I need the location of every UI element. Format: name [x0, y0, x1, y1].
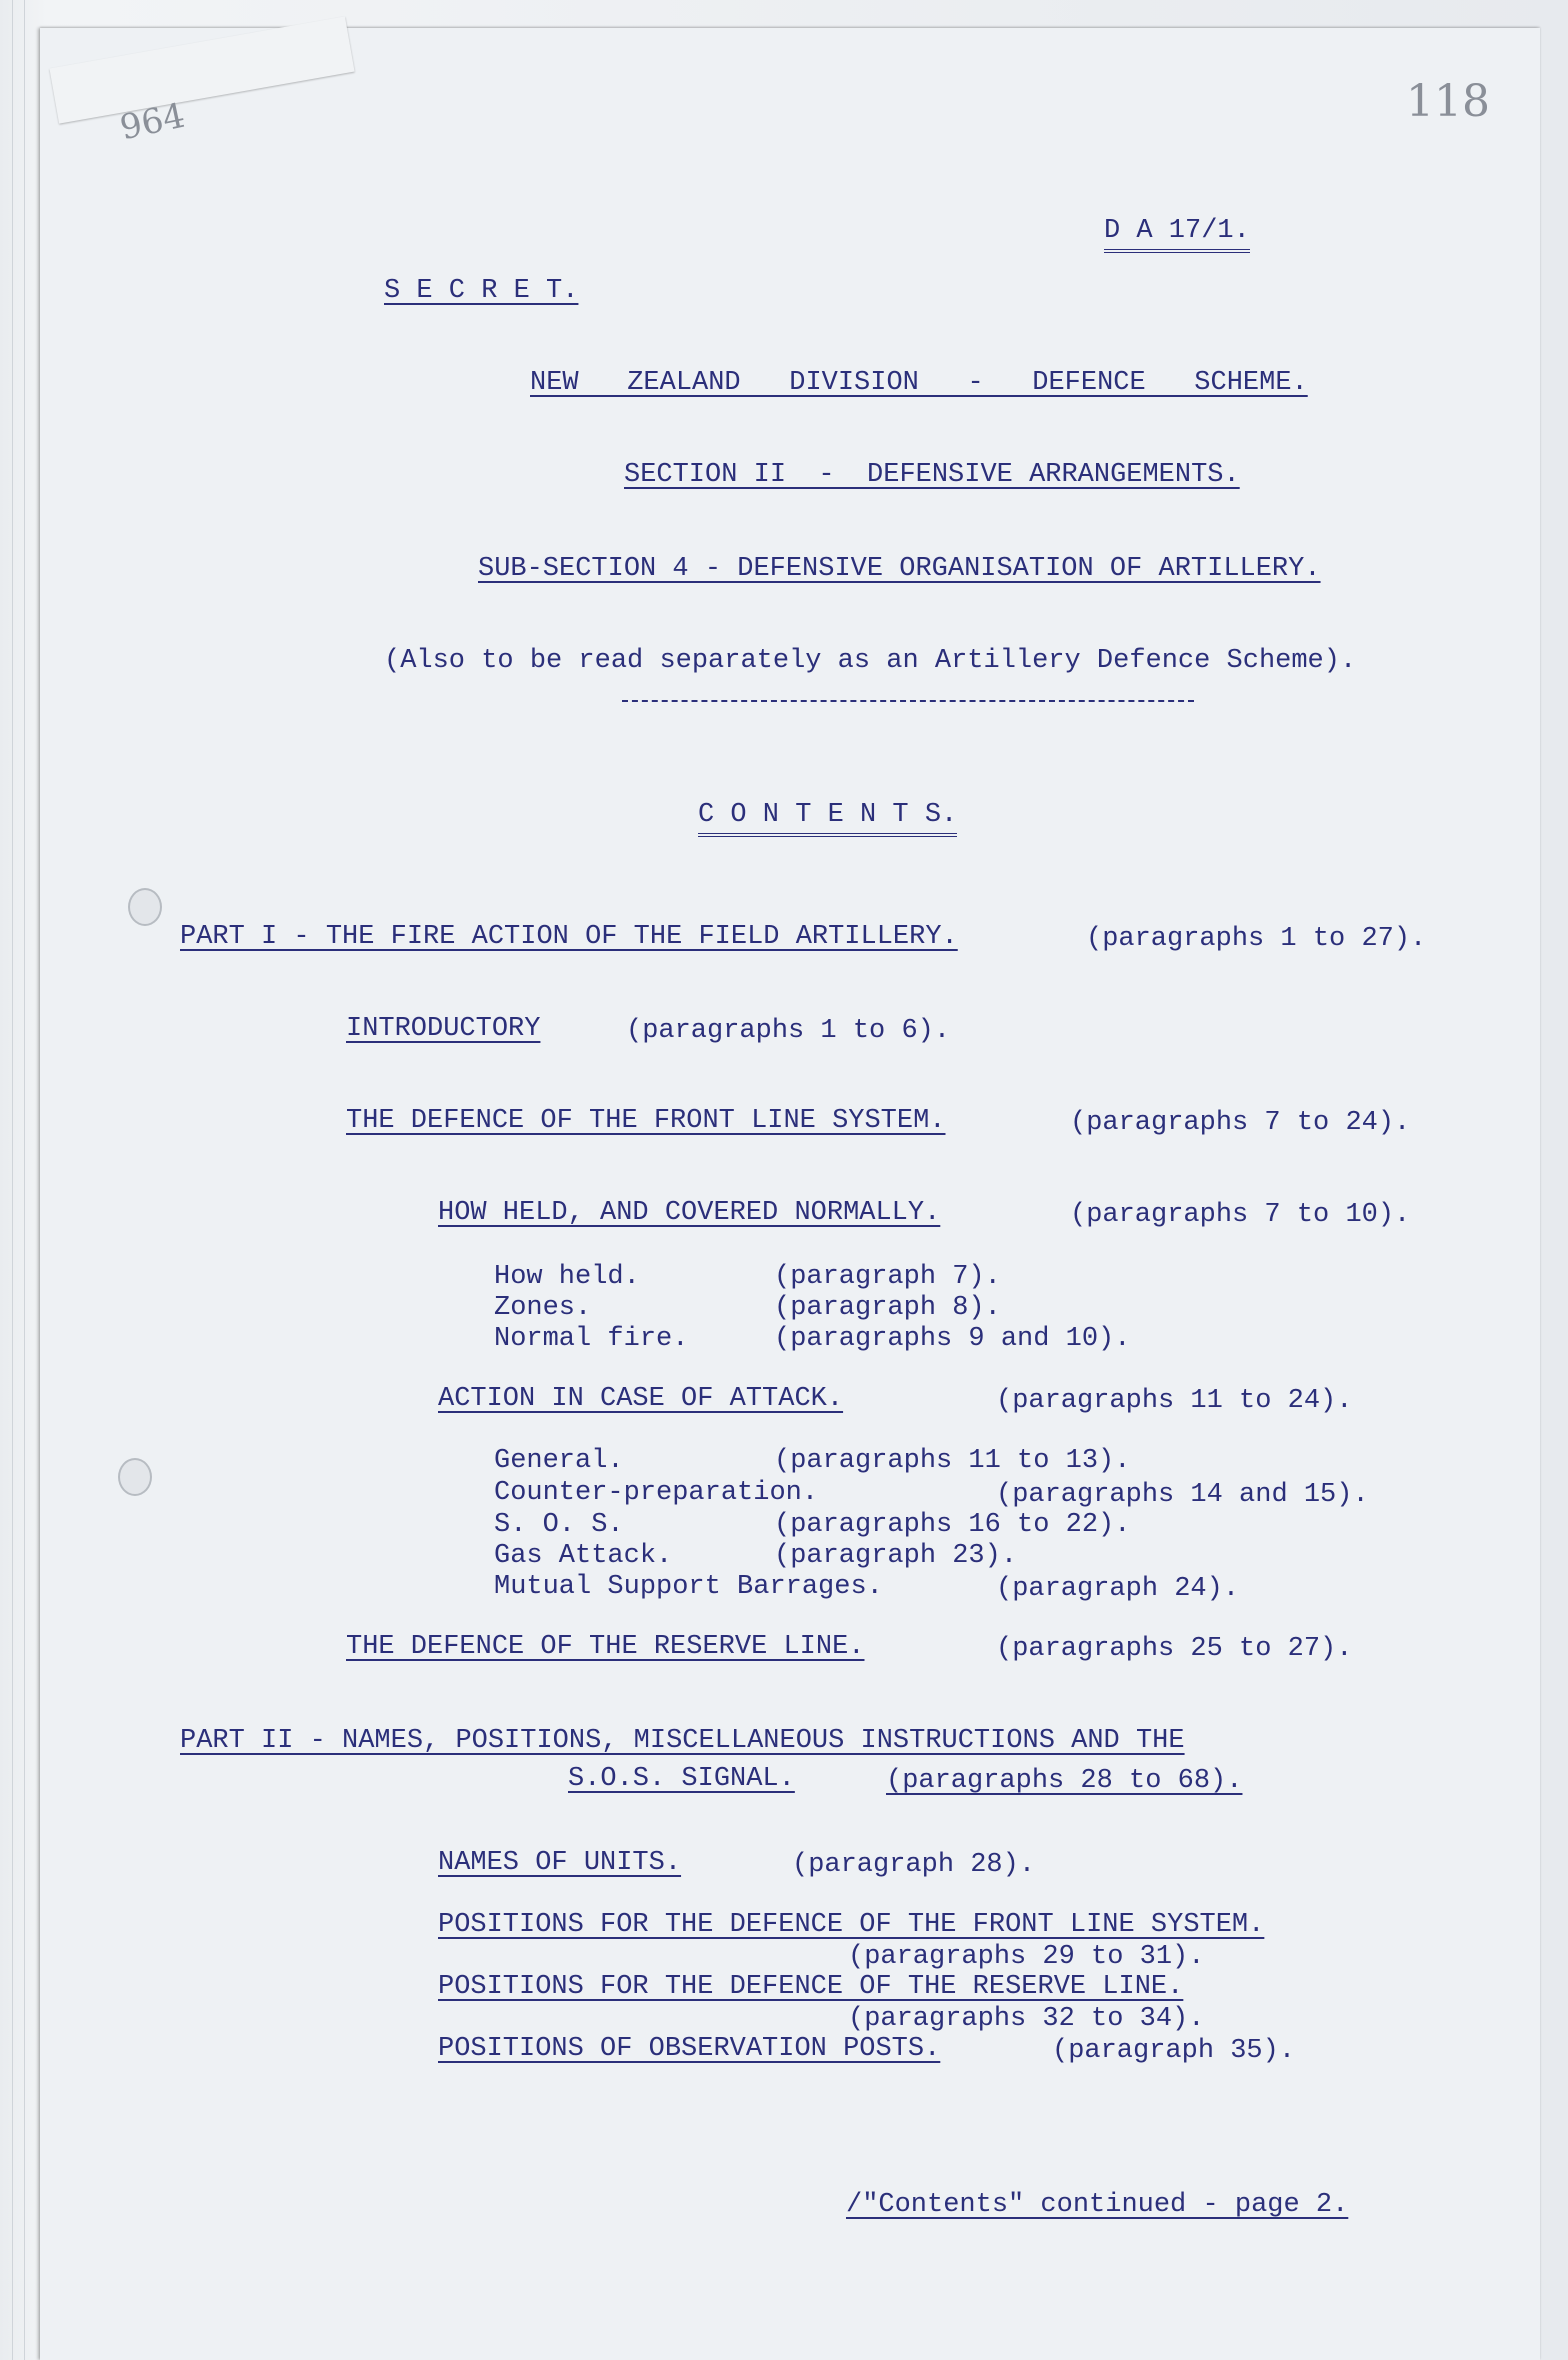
- list-item-label: How held.: [494, 1262, 640, 1292]
- list-item-ref: (paragraph 23).: [774, 1541, 1018, 1571]
- list-item-label: Normal fire.: [494, 1324, 689, 1354]
- reserve-line-ref: (paragraphs 25 to 27).: [996, 1634, 1353, 1664]
- list-item-ref: (paragraphs 16 to 22).: [774, 1510, 1131, 1540]
- subsection-heading: SUB-SECTION 4 - DEFENSIVE ORGANISATION OF ARTILLERY.: [478, 554, 1321, 584]
- sheet-edge: [24, 0, 25, 2360]
- attack-ref: (paragraphs 11 to 24).: [996, 1386, 1353, 1416]
- list-item-label: Gas Attack.: [494, 1541, 673, 1571]
- introductory-ref: (paragraphs 1 to 6).: [626, 1016, 951, 1046]
- attack-title: ACTION IN CASE OF ATTACK.: [438, 1384, 844, 1414]
- part-2-title-line-2: S.O.S. SIGNAL.: [568, 1764, 795, 1794]
- how-held-ref: (paragraphs 7 to 10).: [1070, 1200, 1411, 1230]
- positions-obs-ref: (paragraph 35).: [1052, 2036, 1296, 2066]
- introductory-title: INTRODUCTORY: [346, 1014, 541, 1044]
- list-item-ref: (paragraph 8).: [774, 1293, 1001, 1323]
- continued-note: /"Contents" continued - page 2.: [846, 2190, 1349, 2220]
- list-item-label: Zones.: [494, 1293, 592, 1323]
- part-2-ref: (paragraphs 28 to 68).: [886, 1766, 1243, 1796]
- positions-reserve-title: POSITIONS FOR THE DEFENCE OF THE RESERVE LINE.: [438, 1972, 1184, 2002]
- positions-reserve-ref: (paragraphs 32 to 34).: [848, 2004, 1205, 2034]
- folio-right: 118: [1406, 76, 1490, 127]
- punch-hole: [118, 1458, 152, 1496]
- names-units-title: NAMES OF UNITS.: [438, 1848, 682, 1878]
- list-item-ref: (paragraphs 11 to 13).: [774, 1446, 1131, 1476]
- contents-heading: C O N T E N T S.: [698, 802, 957, 837]
- reserve-line-title: THE DEFENCE OF THE RESERVE LINE.: [346, 1632, 865, 1662]
- list-item-label: Counter-preparation.: [494, 1478, 819, 1508]
- names-units-ref: (paragraph 28).: [792, 1850, 1036, 1880]
- punch-hole: [128, 888, 162, 926]
- sheet-edge: [12, 0, 13, 2360]
- how-held-title: HOW HELD, AND COVERED NORMALLY.: [438, 1198, 941, 1228]
- positions-obs-title: POSITIONS OF OBSERVATION POSTS.: [438, 2034, 941, 2064]
- document-reference: D A 17/1.: [1104, 218, 1250, 253]
- part-1-title: PART I - THE FIRE ACTION OF THE FIELD ARTILLERY.: [180, 922, 958, 952]
- front-line-ref: (paragraphs 7 to 24).: [1070, 1108, 1411, 1138]
- list-item-ref: (paragraphs 9 and 10).: [774, 1324, 1131, 1354]
- list-item-label: General.: [494, 1446, 624, 1476]
- list-item-label: S. O. S.: [494, 1510, 624, 1540]
- note: (Also to be read separately as an Artillery Defence Scheme).: [384, 646, 1357, 676]
- list-item-ref: (paragraph 24).: [996, 1574, 1240, 1604]
- part-2-title: PART II - NAMES, POSITIONS, MISCELLANEOUS INSTRUCTIONS AND THE: [180, 1726, 1185, 1756]
- classification: S E C R E T.: [384, 276, 579, 306]
- list-item-label: Mutual Support Barrages.: [494, 1572, 883, 1602]
- section-heading: SECTION II - DEFENSIVE ARRANGEMENTS.: [624, 460, 1240, 490]
- dashed-rule: [622, 700, 1194, 702]
- front-line-title: THE DEFENCE OF THE FRONT LINE SYSTEM.: [346, 1106, 946, 1136]
- positions-front-title: POSITIONS FOR THE DEFENCE OF THE FRONT LINE SYSTEM.: [438, 1910, 1265, 1940]
- list-item-ref: (paragraphs 14 and 15).: [996, 1480, 1369, 1510]
- positions-front-ref: (paragraphs 29 to 31).: [848, 1942, 1205, 1972]
- list-item-ref: (paragraph 7).: [774, 1262, 1001, 1292]
- part-1-ref: (paragraphs 1 to 27).: [1086, 924, 1427, 954]
- folio-left: 964: [116, 95, 189, 149]
- document-title: NEW ZEALAND DIVISION - DEFENCE SCHEME.: [530, 368, 1308, 398]
